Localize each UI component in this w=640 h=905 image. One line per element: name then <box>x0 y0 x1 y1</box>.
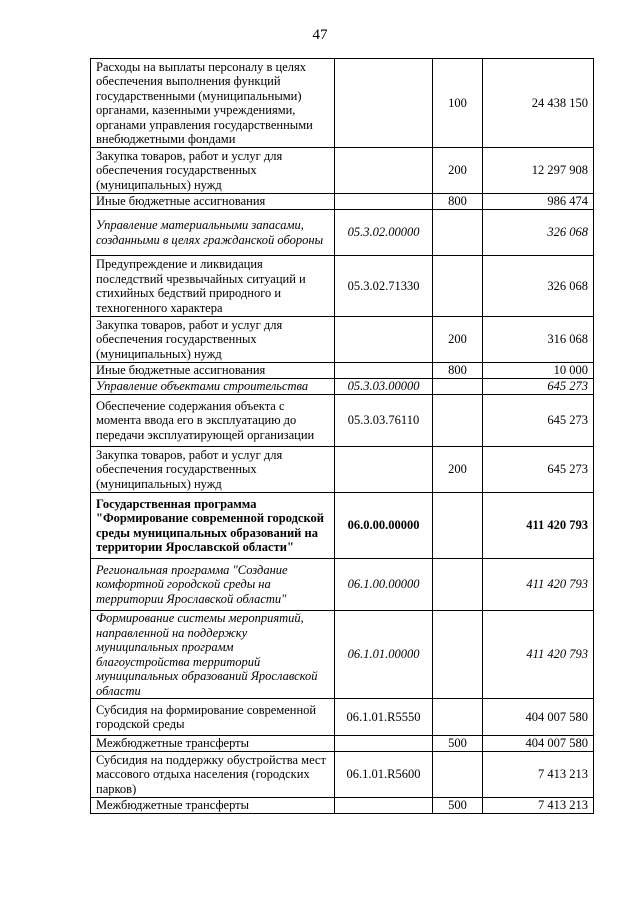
row-expense-type: 100 <box>433 59 483 148</box>
table-row <box>91 317 594 363</box>
row-sum: 326 068 <box>483 256 594 317</box>
page-number: 47 <box>312 27 328 43</box>
row-sum: 404 007 580 <box>483 699 594 736</box>
row-code <box>335 59 433 148</box>
row-code: 05.3.03.00000 <box>335 379 433 395</box>
row-expense-type: 500 <box>433 798 483 814</box>
row-name: Межбюджетные трансферты <box>91 736 335 752</box>
row-sum: 411 420 793 <box>483 493 594 559</box>
row-code: 06.0.00.00000 <box>335 493 433 559</box>
row-sum: 7 413 213 <box>483 798 594 814</box>
row-name: Региональная программа "Создание комфортной городской среды на территории Ярославской области" <box>91 559 335 611</box>
row-name: Закупка товаров, работ и услуг для обеспечения государственных (муниципальных) нужд <box>91 447 335 493</box>
table-row <box>91 798 594 814</box>
row-sum: 986 474 <box>483 194 594 210</box>
table-row <box>91 395 594 447</box>
row-sum: 10 000 <box>483 363 594 379</box>
table-row <box>91 699 594 736</box>
table-row <box>91 194 594 210</box>
row-code <box>335 798 433 814</box>
row-expense-type: 500 <box>433 736 483 752</box>
row-expense-type: 800 <box>433 194 483 210</box>
row-expense-type <box>433 395 483 447</box>
table-row <box>91 363 594 379</box>
row-expense-type <box>433 559 483 611</box>
budget-table <box>90 58 594 814</box>
budget-table-body <box>91 59 594 814</box>
row-expense-type <box>433 752 483 798</box>
row-expense-type: 200 <box>433 148 483 194</box>
row-name: Субсидия на формирование современной городской среды <box>91 699 335 736</box>
row-expense-type <box>433 379 483 395</box>
table-row <box>91 148 594 194</box>
table-row <box>91 59 594 148</box>
row-name: Межбюджетные трансферты <box>91 798 335 814</box>
table-row <box>91 736 594 752</box>
row-name: Управление объектами строительства <box>91 379 335 395</box>
row-code <box>335 317 433 363</box>
row-expense-type: 800 <box>433 363 483 379</box>
row-expense-type <box>433 210 483 256</box>
row-expense-type <box>433 611 483 699</box>
row-expense-type <box>433 699 483 736</box>
row-sum: 411 420 793 <box>483 559 594 611</box>
row-code <box>335 363 433 379</box>
row-sum: 316 068 <box>483 317 594 363</box>
table-row <box>91 752 594 798</box>
row-name: Субсидия на поддержку обустройства мест массового отдыха населения (городских парков) <box>91 752 335 798</box>
row-name: Управление материальными запасами, созданными в целях гражданской обороны <box>91 210 335 256</box>
row-name: Закупка товаров, работ и услуг для обеспечения государственных (муниципальных) нужд <box>91 148 335 194</box>
row-code <box>335 736 433 752</box>
row-name: Иные бюджетные ассигнования <box>91 194 335 210</box>
table-row <box>91 559 594 611</box>
row-name: Расходы на выплаты персоналу в целях обеспечения выполнения функций государственными (муниципальными) органами, казенными учреждениями, органами управления государственными внебюджетными фондами <box>91 59 335 148</box>
row-code: 06.1.01.R5550 <box>335 699 433 736</box>
table-row <box>91 447 594 493</box>
row-name: Формирование системы мероприятий, направленной на поддержку муниципальных программ благоустройства территорий муниципальных образований Ярославской области <box>91 611 335 699</box>
row-sum: 645 273 <box>483 395 594 447</box>
table-row <box>91 611 594 699</box>
row-code <box>335 447 433 493</box>
row-name: Обеспечение содержания объекта с момента ввода его в эксплуатацию до передачи эксплуатирующей организации <box>91 395 335 447</box>
row-sum: 404 007 580 <box>483 736 594 752</box>
row-expense-type: 200 <box>433 317 483 363</box>
row-expense-type <box>433 256 483 317</box>
row-code: 05.3.02.00000 <box>335 210 433 256</box>
row-code: 06.1.01.R5600 <box>335 752 433 798</box>
row-code <box>335 194 433 210</box>
table-row <box>91 379 594 395</box>
row-code: 05.3.03.76110 <box>335 395 433 447</box>
row-code: 06.1.01.00000 <box>335 611 433 699</box>
row-name: Иные бюджетные ассигнования <box>91 363 335 379</box>
row-sum: 7 413 213 <box>483 752 594 798</box>
row-expense-type: 200 <box>433 447 483 493</box>
row-sum: 24 438 150 <box>483 59 594 148</box>
row-sum: 326 068 <box>483 210 594 256</box>
table-row <box>91 210 594 256</box>
row-name: Государственная программа "Формирование современной городской среды муниципальных образований на территории Ярославской области" <box>91 493 335 559</box>
row-sum: 645 273 <box>483 379 594 395</box>
row-code: 06.1.00.00000 <box>335 559 433 611</box>
row-name: Закупка товаров, работ и услуг для обеспечения государственных (муниципальных) нужд <box>91 317 335 363</box>
table-row <box>91 256 594 317</box>
table-row <box>91 493 594 559</box>
row-sum: 12 297 908 <box>483 148 594 194</box>
row-expense-type <box>433 493 483 559</box>
row-sum: 411 420 793 <box>483 611 594 699</box>
row-sum: 645 273 <box>483 447 594 493</box>
row-name: Предупреждение и ликвидация последствий чрезвычайных ситуаций и стихийных бедствий природного и техногенного характера <box>91 256 335 317</box>
row-code <box>335 148 433 194</box>
row-code: 05.3.02.71330 <box>335 256 433 317</box>
